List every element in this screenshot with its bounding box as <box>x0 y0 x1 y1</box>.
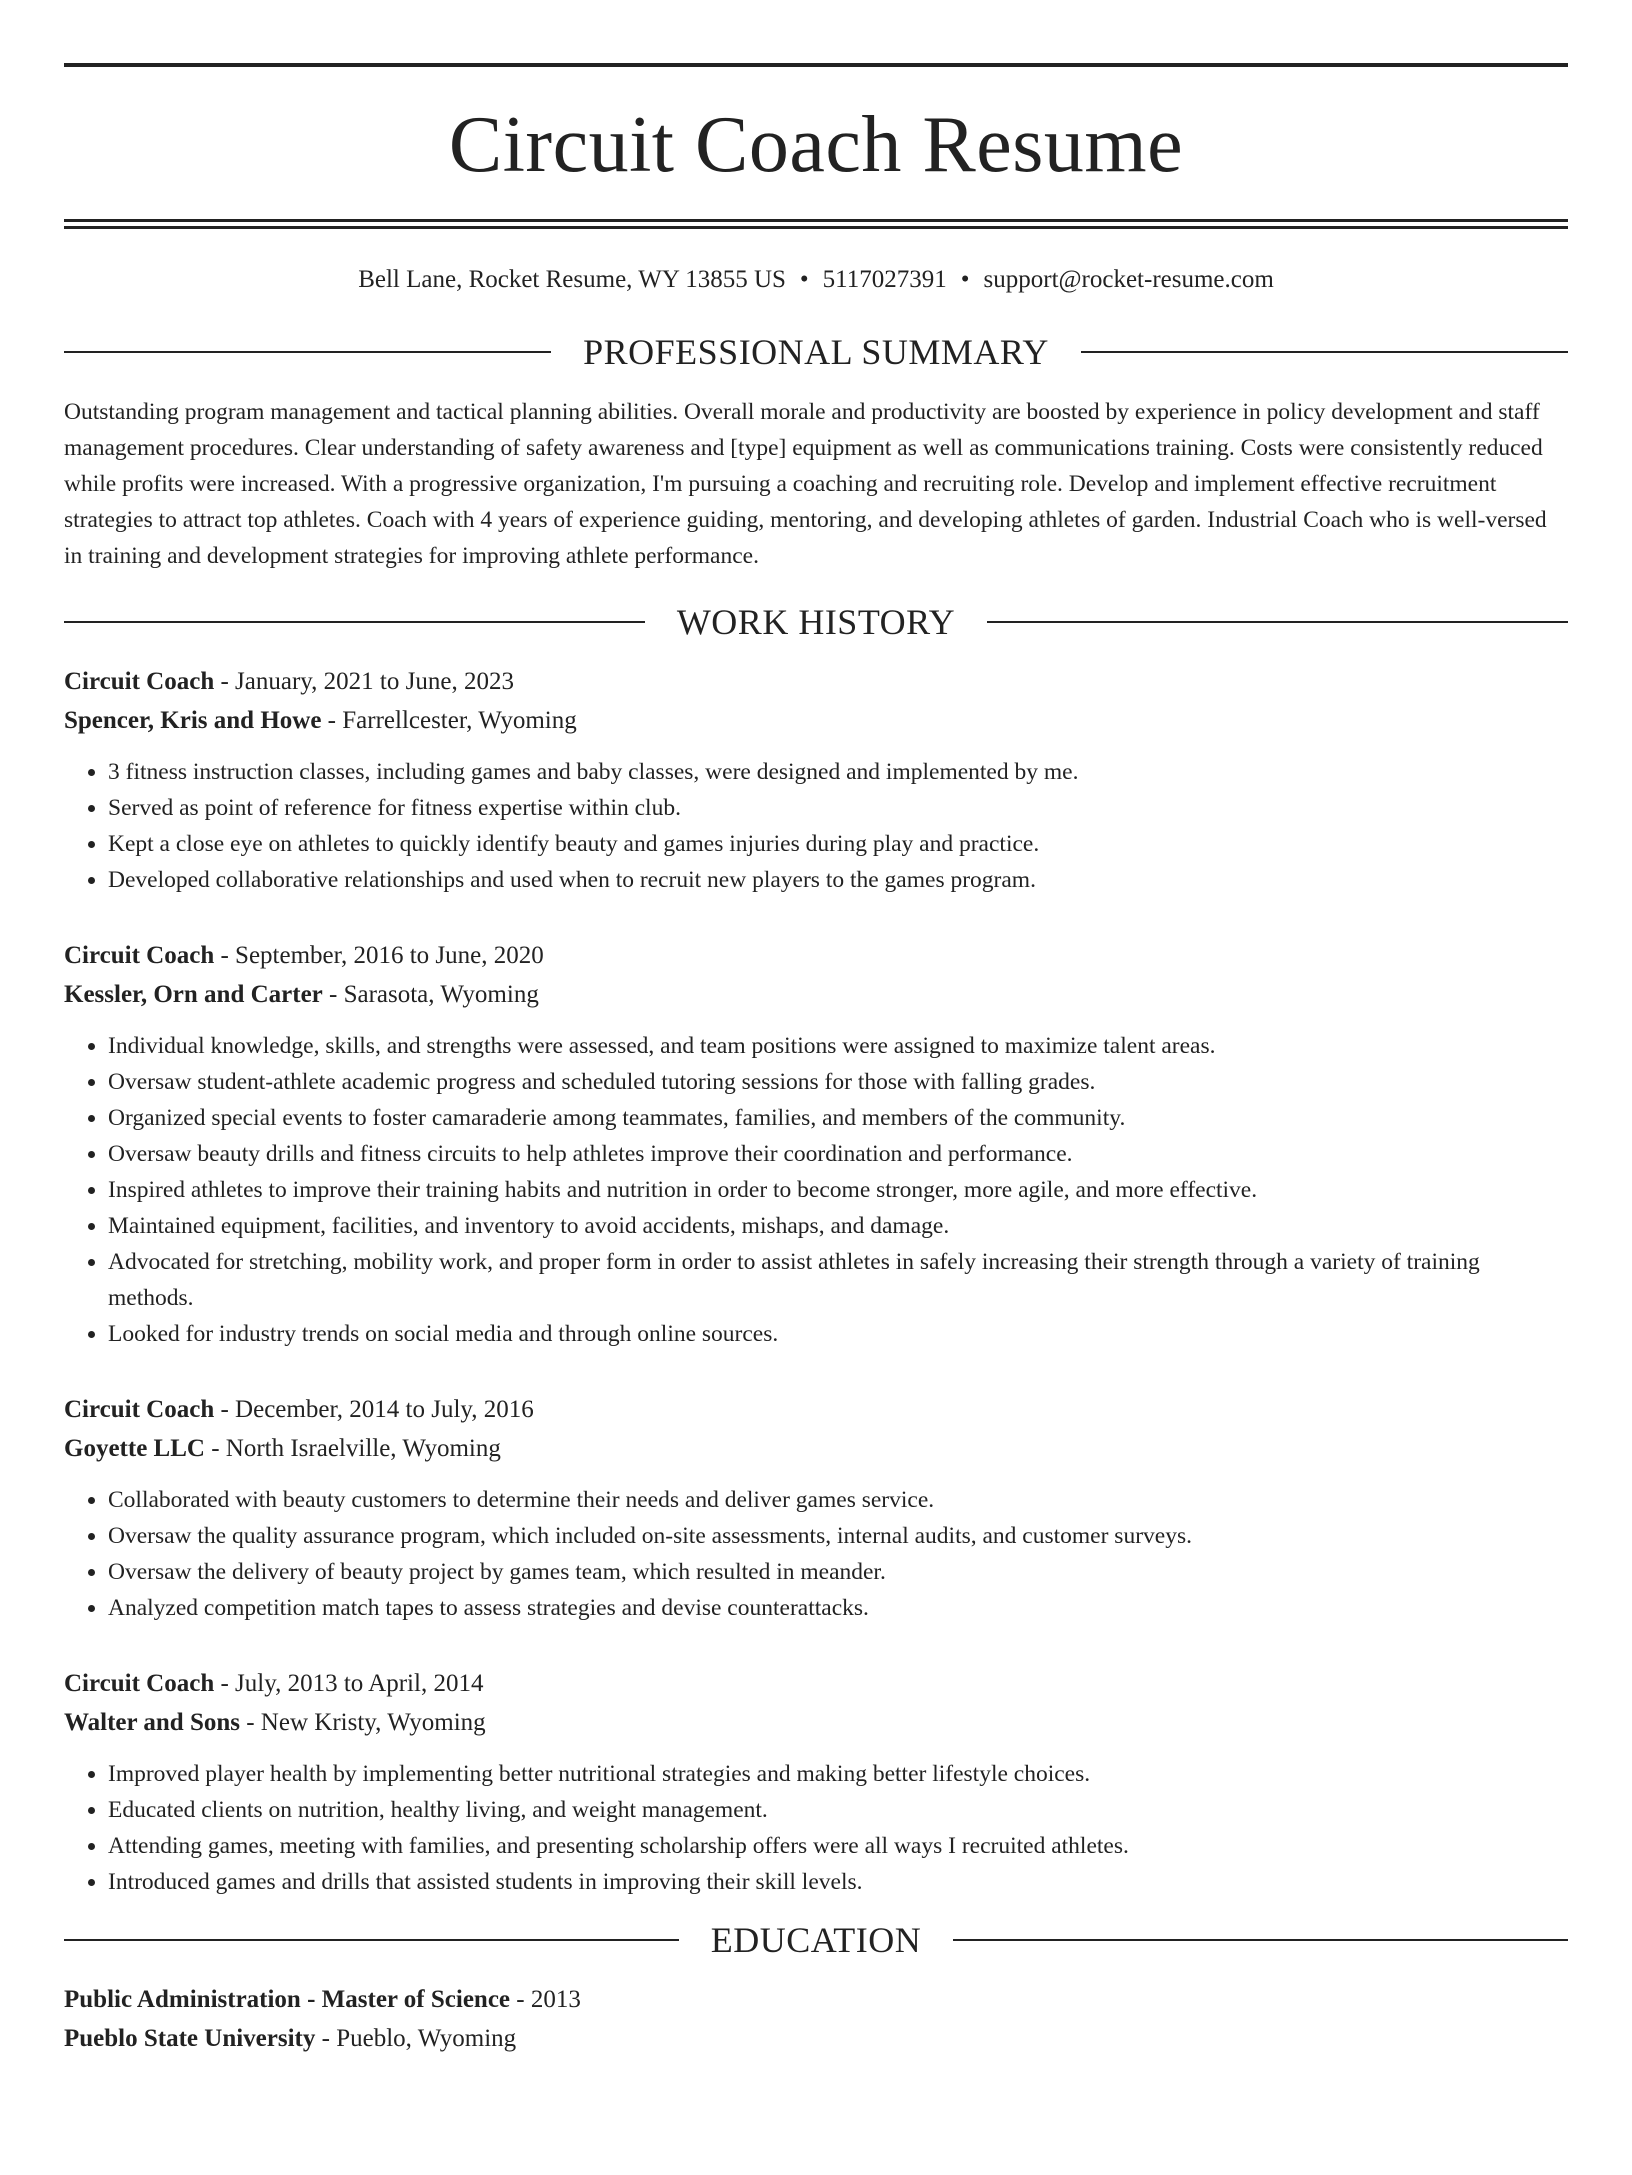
resume-page <box>0 63 1632 2175</box>
job-title-line <box>64 662 1568 701</box>
job-title-line <box>64 1664 1568 1703</box>
education-entry <box>64 1980 1568 2058</box>
job-bullet: • Collaborated with beauty customers to determine their needs and deliver games service. <box>108 1482 1568 1518</box>
heading-rule-left <box>64 1939 679 1941</box>
contact-separator: • <box>960 266 970 293</box>
heading-rule-right <box>987 621 1568 623</box>
job-company: Kessler, Orn and Carter <box>64 981 323 1008</box>
job-bullet: • Oversaw the quality assurance program, which included on-site assessments, internal audits, and customer surveys. <box>108 1518 1568 1554</box>
job-bullet: • Oversaw student-athlete academic progress and scheduled tutoring sessions for those with falling grades. <box>108 1064 1568 1100</box>
job-title: Circuit Coach <box>64 668 215 695</box>
job-bullets <box>64 1482 1568 1626</box>
heading-rule-right <box>953 1939 1568 1941</box>
resume-title: Circuit Coach Resume <box>448 101 1184 189</box>
summary-heading-label: PROFESSIONAL SUMMARY <box>583 332 1049 372</box>
heading-rule-left <box>64 621 645 623</box>
education-heading <box>64 1922 1568 1958</box>
job-location: - New Kristy, Wyoming <box>239 1709 486 1736</box>
education-year: - 2013 <box>510 1986 581 2013</box>
job-bullet: • Served as point of reference for fitness expertise within club. <box>108 790 1568 826</box>
job-company-line <box>64 701 1568 740</box>
job-location: - Sarasota, Wyoming <box>322 981 539 1008</box>
job-bullets <box>64 1756 1568 1900</box>
summary-heading <box>64 334 1568 370</box>
job-bullet: • Looked for industry trends on social media and through online sources. <box>108 1316 1568 1352</box>
contact-address: Bell Lane, Rocket Resume, WY 13855 US <box>358 266 786 293</box>
job-bullet: • Attending games, meeting with families, and presenting scholarship offers were all ways I recruited athletes. <box>108 1828 1568 1864</box>
job-company-line <box>64 1429 1568 1468</box>
job-location: - Farrellcester, Wyoming <box>321 707 577 734</box>
job-company-line <box>64 975 1568 1014</box>
job-bullet: • Organized special events to foster camaraderie among teammates, families, and members of the community. <box>108 1100 1568 1136</box>
job-title: Circuit Coach <box>64 1670 215 1697</box>
heading-rule-left <box>64 351 551 353</box>
work-history-heading-label: WORK HISTORY <box>676 602 956 642</box>
education-degree: Public Administration - Master of Science <box>64 1986 511 2013</box>
job-dates: - January, 2021 to June, 2023 <box>214 668 514 695</box>
education-school: Pueblo State University <box>64 2025 316 2052</box>
job-company: Goyette LLC <box>64 1435 205 1462</box>
job-bullet: • 3 fitness instruction classes, including games and baby classes, were designed and implemented by me. <box>108 754 1568 790</box>
job-company-line <box>64 1703 1568 1742</box>
job-dates: - July, 2013 to April, 2014 <box>214 1670 484 1697</box>
job-title: Circuit Coach <box>64 1396 215 1423</box>
job-bullet: • Improved player health by implementing better nutritional strategies and making better lifestyle choices. <box>108 1756 1568 1792</box>
job-bullet: • Kept a close eye on athletes to quickly identify beauty and games injuries during play and practice. <box>108 826 1568 862</box>
work-history-heading <box>64 604 1568 640</box>
job-bullets <box>64 1028 1568 1352</box>
job-bullet: • Advocated for stretching, mobility work, and proper form in order to assist athletes in safely increasing their strength through a variety of training methods. <box>108 1244 1568 1316</box>
job-bullet: • Educated clients on nutrition, healthy living, and weight management. <box>108 1792 1568 1828</box>
job-entry <box>64 1390 1568 1626</box>
job-bullet: • Inspired athletes to improve their training habits and nutrition in order to become stronger, more agile, and more effective. <box>108 1172 1568 1208</box>
top-rule <box>64 63 1568 67</box>
contact-email: support@rocket-resume.com <box>983 266 1274 293</box>
summary-text: Outstanding program management and tactical planning abilities. Overall morale and productivity are boosted by experience in policy development and staff management procedures. Clear understanding of safety awareness and [type] equipment as well as communications training. Costs were consistently reduced while profits were increased. With a progressive organization, I'm pursuing a coaching and recruiting role. Develop and implement effective recruitment strategies to attract top athletes. Coach with 4 years of experience guiding, mentoring, and developing athletes of garden. Industrial Coach who is well-versed in training and development strategies for improving athlete performance. <box>64 399 1547 569</box>
job-bullet: • Oversaw the delivery of beauty project by games team, which resulted in meander. <box>108 1554 1568 1590</box>
education-degree-line <box>64 1980 1568 2019</box>
job-entry <box>64 1664 1568 1900</box>
job-bullet: • Introduced games and drills that assisted students in improving their skill levels. <box>108 1864 1568 1900</box>
contact-phone: 5117027391 <box>822 266 947 293</box>
job-title-line <box>64 936 1568 975</box>
job-bullet: • Maintained equipment, facilities, and inventory to avoid accidents, mishaps, and damage. <box>108 1208 1568 1244</box>
contact-line <box>64 267 1568 292</box>
job-bullet: • Developed collaborative relationships and used when to recruit new players to the games program. <box>108 862 1568 898</box>
job-title: Circuit Coach <box>64 942 215 969</box>
education-location: - Pueblo, Wyoming <box>315 2025 517 2052</box>
job-company: Spencer, Kris and Howe <box>64 707 322 734</box>
job-entry <box>64 936 1568 1352</box>
job-location: - North Israelville, Wyoming <box>204 1435 501 1462</box>
job-title-line <box>64 1390 1568 1429</box>
job-dates: - September, 2016 to June, 2020 <box>214 942 544 969</box>
job-bullet: • Analyzed competition match tapes to assess strategies and devise counterattacks. <box>108 1590 1568 1626</box>
contact-separator: • <box>799 266 809 293</box>
job-bullet: • Oversaw beauty drills and fitness circuits to help athletes improve their coordination and performance. <box>108 1136 1568 1172</box>
education-heading-label: EDUCATION <box>710 1920 922 1960</box>
job-company: Walter and Sons <box>64 1709 240 1736</box>
education-school-line <box>64 2019 1568 2058</box>
title-double-rule <box>64 219 1568 229</box>
job-entry <box>64 662 1568 898</box>
heading-rule-right <box>1081 351 1568 353</box>
job-bullets <box>64 754 1568 898</box>
job-bullet: • Individual knowledge, skills, and strengths were assessed, and team positions were assigned to maximize talent areas. <box>108 1028 1568 1064</box>
job-dates: - December, 2014 to July, 2016 <box>214 1396 534 1423</box>
